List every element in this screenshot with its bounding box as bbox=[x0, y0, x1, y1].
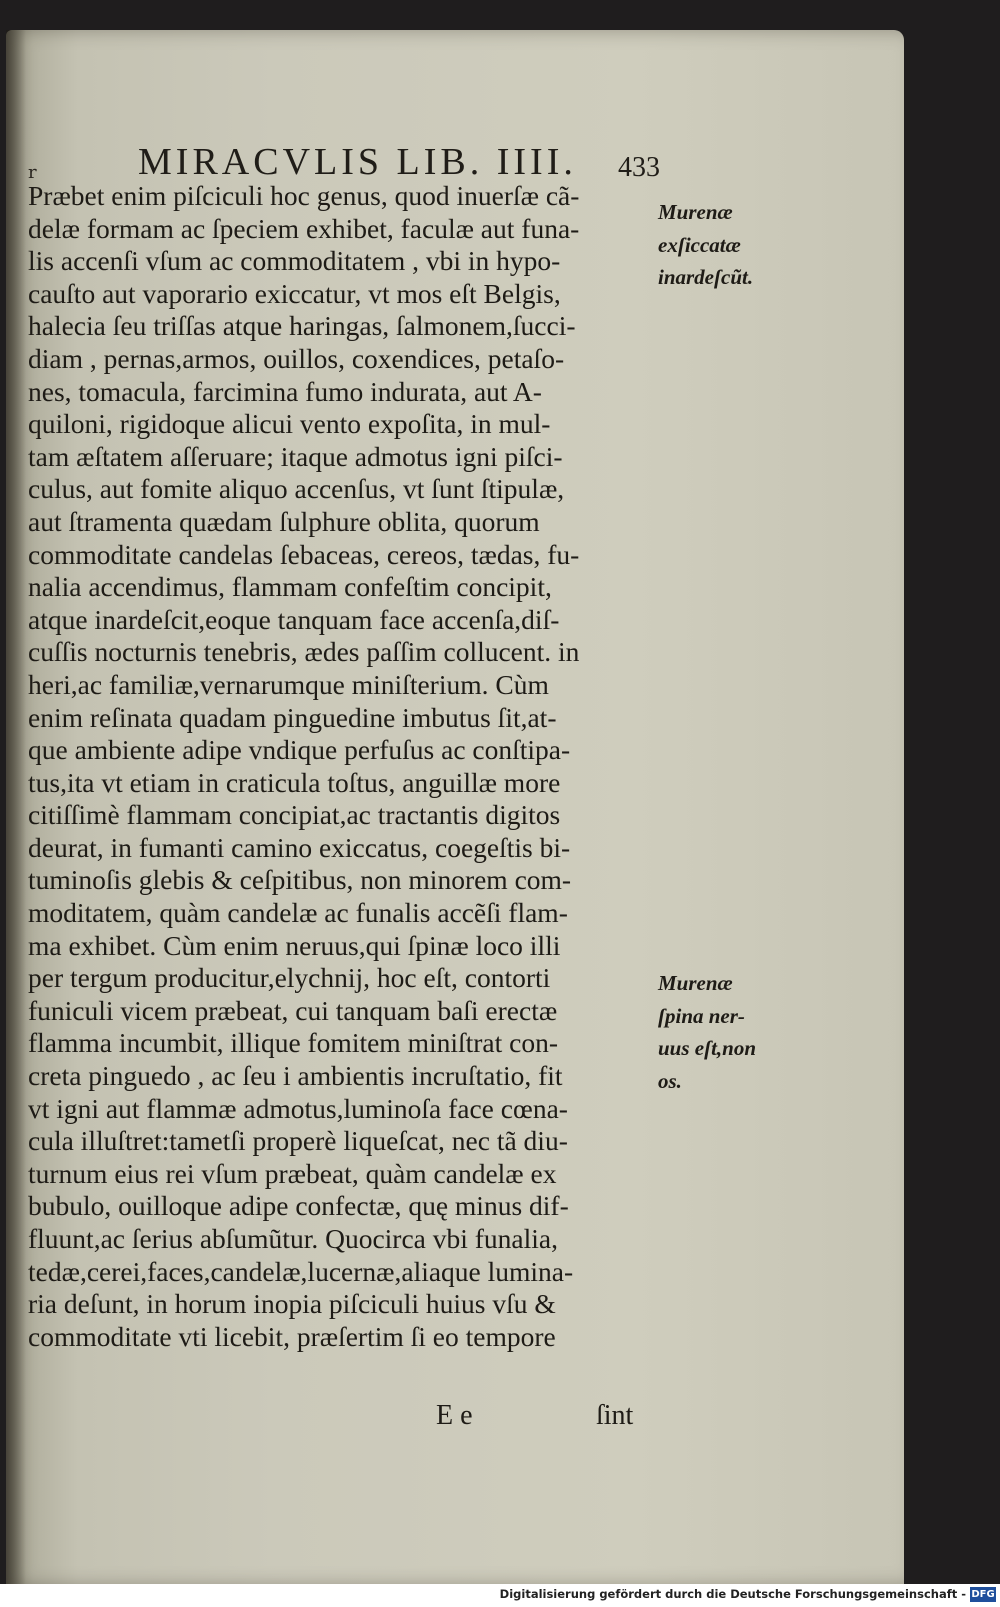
dfg-logo: DFG bbox=[971, 1589, 995, 1600]
text-line: flamma incumbit, illique fomitem miniſtrat con- bbox=[28, 1027, 559, 1059]
text-line: creta pinguedo , ac ſeu i ambientis incruſtatio, fit bbox=[28, 1060, 563, 1092]
text-line: cula illuſtret:tametſi properè liqueſcat, nec tã diu- bbox=[28, 1125, 568, 1157]
text-line: tuminoſis glebis & ceſpitibus, non minorem com- bbox=[28, 864, 572, 896]
text-line: Præbet enim piſciculi hoc genus, quod inuerſæ cã- bbox=[28, 180, 580, 211]
marginal-line: Murenæ bbox=[658, 971, 733, 995]
text-line: commoditate candelas ſebaceas, cereos, tædas, fu- bbox=[28, 538, 580, 570]
catchword: ſint bbox=[596, 1400, 634, 1431]
running-header bbox=[6, 122, 904, 183]
text-line: culus, aut fomite aliquo accenſus, vt ſunt ſtipulæ, bbox=[28, 473, 565, 505]
gutter-shadow bbox=[6, 30, 26, 1584]
text-line: ria deſunt, in horum inopia piſciculi huius vſu & bbox=[28, 1288, 556, 1320]
text-line: que ambiente adipe vndique perfuſus ac conſtipa- bbox=[28, 734, 571, 766]
digitization-footer bbox=[0, 1584, 1000, 1607]
text-line: halecia ſeu triſſas atque haringas, ſalmonem,ſucci- bbox=[28, 310, 576, 342]
marginal-line: ſpina ner- bbox=[658, 1003, 745, 1028]
text-line: aut ſtramenta quædam ſulphure oblita, quorum bbox=[28, 505, 540, 537]
book-page bbox=[6, 30, 904, 1584]
text-line: citiſſimè flammam concipiat,ac tractantis digitos bbox=[28, 799, 561, 831]
text-line: tedæ,cerei,faces,candelæ,lucernæ,aliaque lumina- bbox=[28, 1255, 574, 1287]
text-line: cuſſis nocturnis tenebris, ædes paſſim collucent. in bbox=[28, 636, 580, 668]
marginal-line: uus eſt,non bbox=[658, 1036, 757, 1061]
text-line: nes, tomacula, farcimina fumo indurata, aut A- bbox=[28, 375, 542, 407]
marginal-line: inardeſcũt. bbox=[658, 265, 754, 290]
text-line: cauſto aut vaporario exiccatur, vt mos eſt Belgis, bbox=[28, 277, 561, 309]
running-title: MIRACVLIS LIB. IIII. bbox=[138, 141, 577, 183]
text-line: atque inardeſcit,eoque tanquam face accenſa,diſ- bbox=[28, 603, 560, 635]
text-line: moditatem, quàm candelæ ac funalis accẽſi flam- bbox=[28, 897, 568, 929]
marginal-note-2 bbox=[658, 967, 756, 1097]
text-line: deurat, in fumanti camino exiccatus, coegeſtis bi- bbox=[28, 831, 571, 863]
marginal-line: Murenæ bbox=[658, 200, 733, 224]
funding-credit: Digitalisierung gefördert durch die Deutsche Forschungsgemeinschaft - bbox=[499, 1587, 966, 1601]
text-line: diam , pernas,armos, ouillos, coxendices, petaſo- bbox=[28, 342, 565, 374]
text-line: tus,ita vt etiam in craticula toſtus, anguillæ more bbox=[28, 766, 561, 798]
text-line: enim reſinata quadam pinguedine imbutus ſit,at- bbox=[28, 701, 557, 733]
text-line: per tergum producitur,elychnij, hoc eſt, contorti bbox=[28, 962, 551, 994]
text-line: lis accenſi vſum ac commoditatem , vbi in hypo- bbox=[28, 245, 561, 277]
body-text bbox=[28, 180, 668, 1353]
text-line: bubulo, ouilloque adipe confectæ, quę minus dif- bbox=[28, 1190, 569, 1222]
marginal-line: os. bbox=[658, 1068, 682, 1093]
page-number: 433 bbox=[618, 152, 660, 183]
text-line: quiloni, rigidoque alicui vento expoſita, in mul- bbox=[28, 408, 551, 440]
signature-mark: E e bbox=[436, 1400, 473, 1431]
text-line: turnum eius rei vſum præbeat, quàm candelæ ex bbox=[28, 1157, 557, 1189]
text-line: tam æſtatem aſſeruare; itaque admotus igni piſci- bbox=[28, 440, 563, 472]
text-line: delæ formam ac ſpeciem exhibet, faculæ aut funa- bbox=[28, 212, 580, 244]
text-line: ma exhibet. Cùm enim neruus,qui ſpinæ loco illi bbox=[28, 929, 561, 961]
text-line: nalia accendimus, flammam confeſtim concipit, bbox=[28, 571, 552, 603]
text-line: fluunt,ac ſerius abſumũtur. Quocirca vbi funalia, bbox=[28, 1223, 558, 1254]
marginal-line: exſiccatæ bbox=[658, 232, 741, 257]
marginal-note-1 bbox=[658, 196, 753, 294]
text-line: vt igni aut flammæ admotus,luminoſa face cœna- bbox=[28, 1092, 568, 1124]
text-line: heri,ac familiæ,vernarumque miniſterium. Cùm bbox=[28, 668, 549, 700]
text-line: funiculi vicem præbeat, cui tanquam baſi erectæ bbox=[28, 994, 558, 1026]
header-left-mark: r bbox=[28, 162, 37, 183]
text-line: commoditate vti licebit, præſertim ſi eo tempore bbox=[28, 1320, 556, 1352]
